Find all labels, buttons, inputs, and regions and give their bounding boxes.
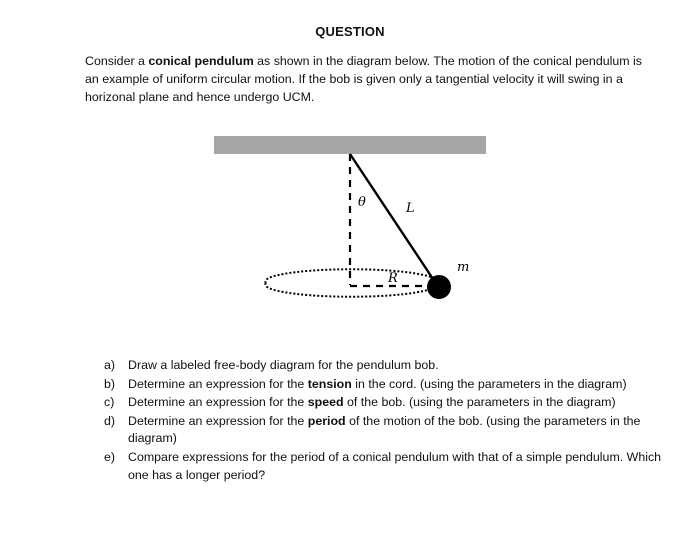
part-letter: b) [104, 376, 116, 391]
part-text-end: of the bob. (using the parameters in the diagram) [343, 395, 616, 410]
intro-text-2: as shown in the diagram below. The motion of the conical pendulum is an example of uniform circular motion. If the bob is given only a tangential velocity it will swing in a horizonal plane and hence undergo UCM. [85, 54, 642, 105]
list-item [104, 413, 664, 448]
mass-label: m [457, 260, 470, 275]
part-text: Determine an expression for the [128, 376, 308, 391]
ceiling-bar [214, 136, 486, 154]
conical-pendulum-diagram [200, 130, 500, 320]
intro-paragraph [85, 52, 645, 107]
part-bold-term: period [307, 413, 346, 428]
part-text: Determine an expression for the [128, 395, 308, 410]
part-bold-term: tension [307, 376, 352, 391]
intro-bold-term: conical pendulum [148, 54, 254, 68]
part-bold-term: speed [307, 395, 344, 410]
list-item [104, 449, 664, 484]
part-letter: d) [104, 413, 116, 428]
part-text-end: of the motion of the bob. (using the parameters in the diagram) [128, 413, 641, 446]
list-item [104, 376, 664, 394]
question-heading: QUESTION [315, 24, 385, 39]
part-text: Draw a labeled free-body diagram for the pendulum bob. [128, 358, 439, 372]
part-letter: e) [104, 449, 116, 464]
theta-label: θ [358, 195, 366, 210]
length-label: L [406, 201, 415, 216]
list-item [104, 394, 664, 412]
part-text: Compare expressions for the period of a conical pendulum with that of a simple pendulum. Which one has a longer period? [128, 449, 662, 482]
part-text: Determine an expression for the [128, 413, 308, 428]
pendulum-cord [350, 154, 437, 285]
question-parts-list [104, 357, 664, 485]
intro-text-1: Consider a [85, 54, 149, 68]
list-item [104, 357, 664, 375]
part-text-end: in the cord. (using the parameters in the diagram) [351, 376, 627, 391]
radius-label: R [388, 271, 398, 286]
pendulum-bob [427, 275, 451, 299]
part-letter: c) [104, 395, 115, 410]
part-letter: a) [104, 358, 116, 372]
